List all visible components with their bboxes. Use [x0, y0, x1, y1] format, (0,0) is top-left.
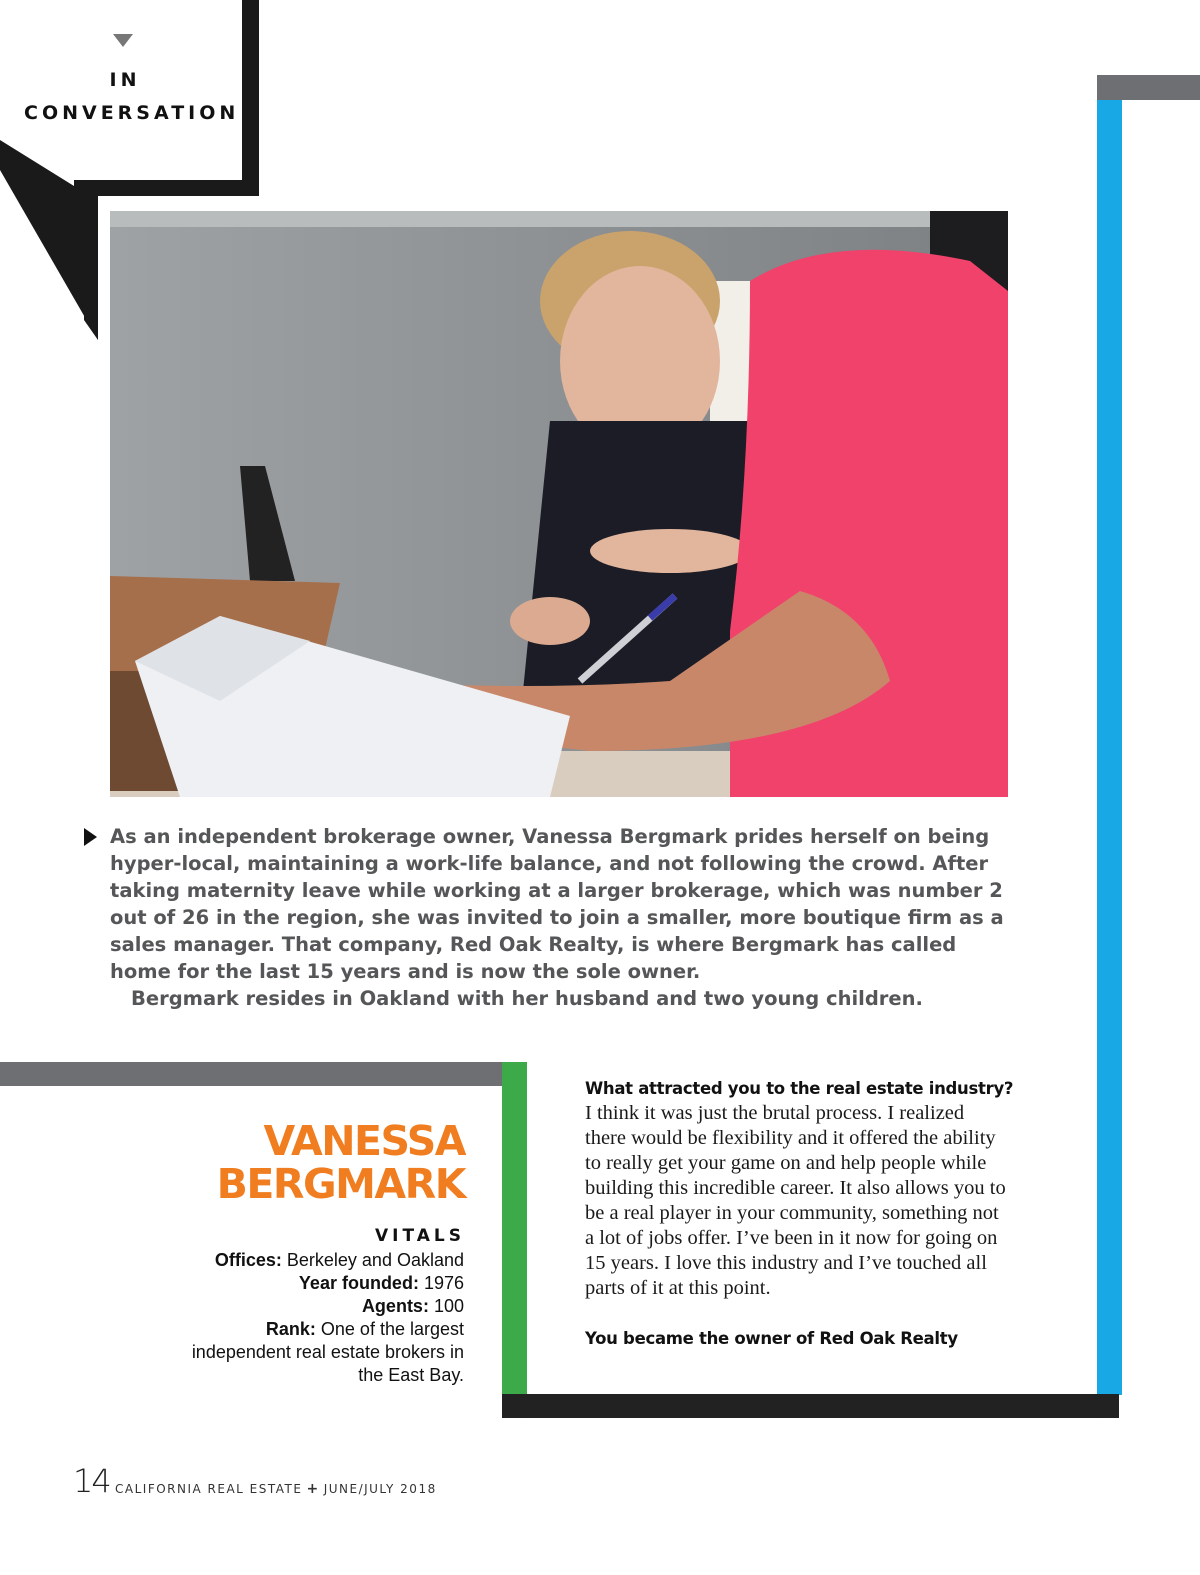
vitals-value: 1976: [423, 1273, 464, 1293]
triangle-down-icon: [113, 34, 133, 47]
frame-bar-blue: [1097, 75, 1122, 1395]
intro-paragraph: Bergmark resides in Oakland with her husband and two young children.: [131, 987, 923, 1010]
vitals-label: Year founded:: [298, 1273, 419, 1293]
profile-name: [150, 1117, 465, 1208]
footer-publication-line: [115, 1481, 437, 1497]
vitals-row: [180, 1249, 464, 1272]
footer-publication: CALIFORNIA REAL ESTATE: [115, 1482, 303, 1496]
section-kicker-line1: IN: [109, 69, 141, 91]
page-number: 14: [73, 1462, 110, 1500]
vitals-row: [180, 1272, 464, 1295]
interview-question: You became the owner of Red Oak Realty: [585, 1329, 958, 1348]
intro-paragraph: As an independent brokerage owner, Vanessa Bergmark prides herself on being hyper-local, maintaining a work-life balance, and not following the crowd. After taking maternity leave while working at a larger brokerage, which was number 2 out of 26 in the region, she was invited to join a smaller, more boutique firm as a sales manager. That company, Red Oak Realty, is where Bergmark has called home for the last 15 years and is now the sole owner.: [110, 825, 1004, 983]
frame-bar-black: [502, 1394, 1119, 1418]
article-intro: [110, 823, 1005, 1012]
interview-question: What attracted you to the real estate industry?: [585, 1079, 1014, 1098]
frame-bar-gray-top: [1097, 75, 1200, 100]
interview-column: [585, 1076, 1014, 1351]
frame-bar-green: [502, 1062, 527, 1395]
footer-issue: JUNE/JULY 2018: [323, 1482, 437, 1496]
article-photo: [110, 211, 1008, 797]
frame-bar-gray: [0, 1062, 527, 1086]
profile-first-name: VANESSA: [263, 1117, 465, 1165]
vitals-heading: VITALS: [375, 1226, 465, 1246]
vitals-row: [180, 1295, 464, 1318]
vitals-label: Rank:: [265, 1319, 316, 1339]
vitals-value: Berkeley and Oakland: [286, 1250, 464, 1270]
vitals-value: One of the largest independent real estate brokers in the East Bay.: [191, 1319, 464, 1385]
vitals-value: 100: [433, 1296, 464, 1316]
section-kicker-line2: CONVERSATION: [24, 102, 240, 124]
triangle-right-icon: [84, 828, 97, 846]
vitals-list: [180, 1249, 464, 1387]
vitals-label: Offices:: [214, 1250, 282, 1270]
vitals-row: [180, 1318, 464, 1387]
interview-answer: I think it was just the brutal process. I realized there would be flexibility and it offered the ability to really get your game on and help people while building this incredible career. It also allows you to be a real player in your community, something not a lot of jobs offer. I’ve been in it now for going on 15 years. I love this industry and I’ve touched all parts of it at this point.: [585, 1102, 1006, 1299]
footer-separator: +: [306, 1481, 320, 1497]
profile-last-name: BERGMARK: [216, 1160, 465, 1208]
vitals-label: Agents:: [361, 1296, 429, 1316]
